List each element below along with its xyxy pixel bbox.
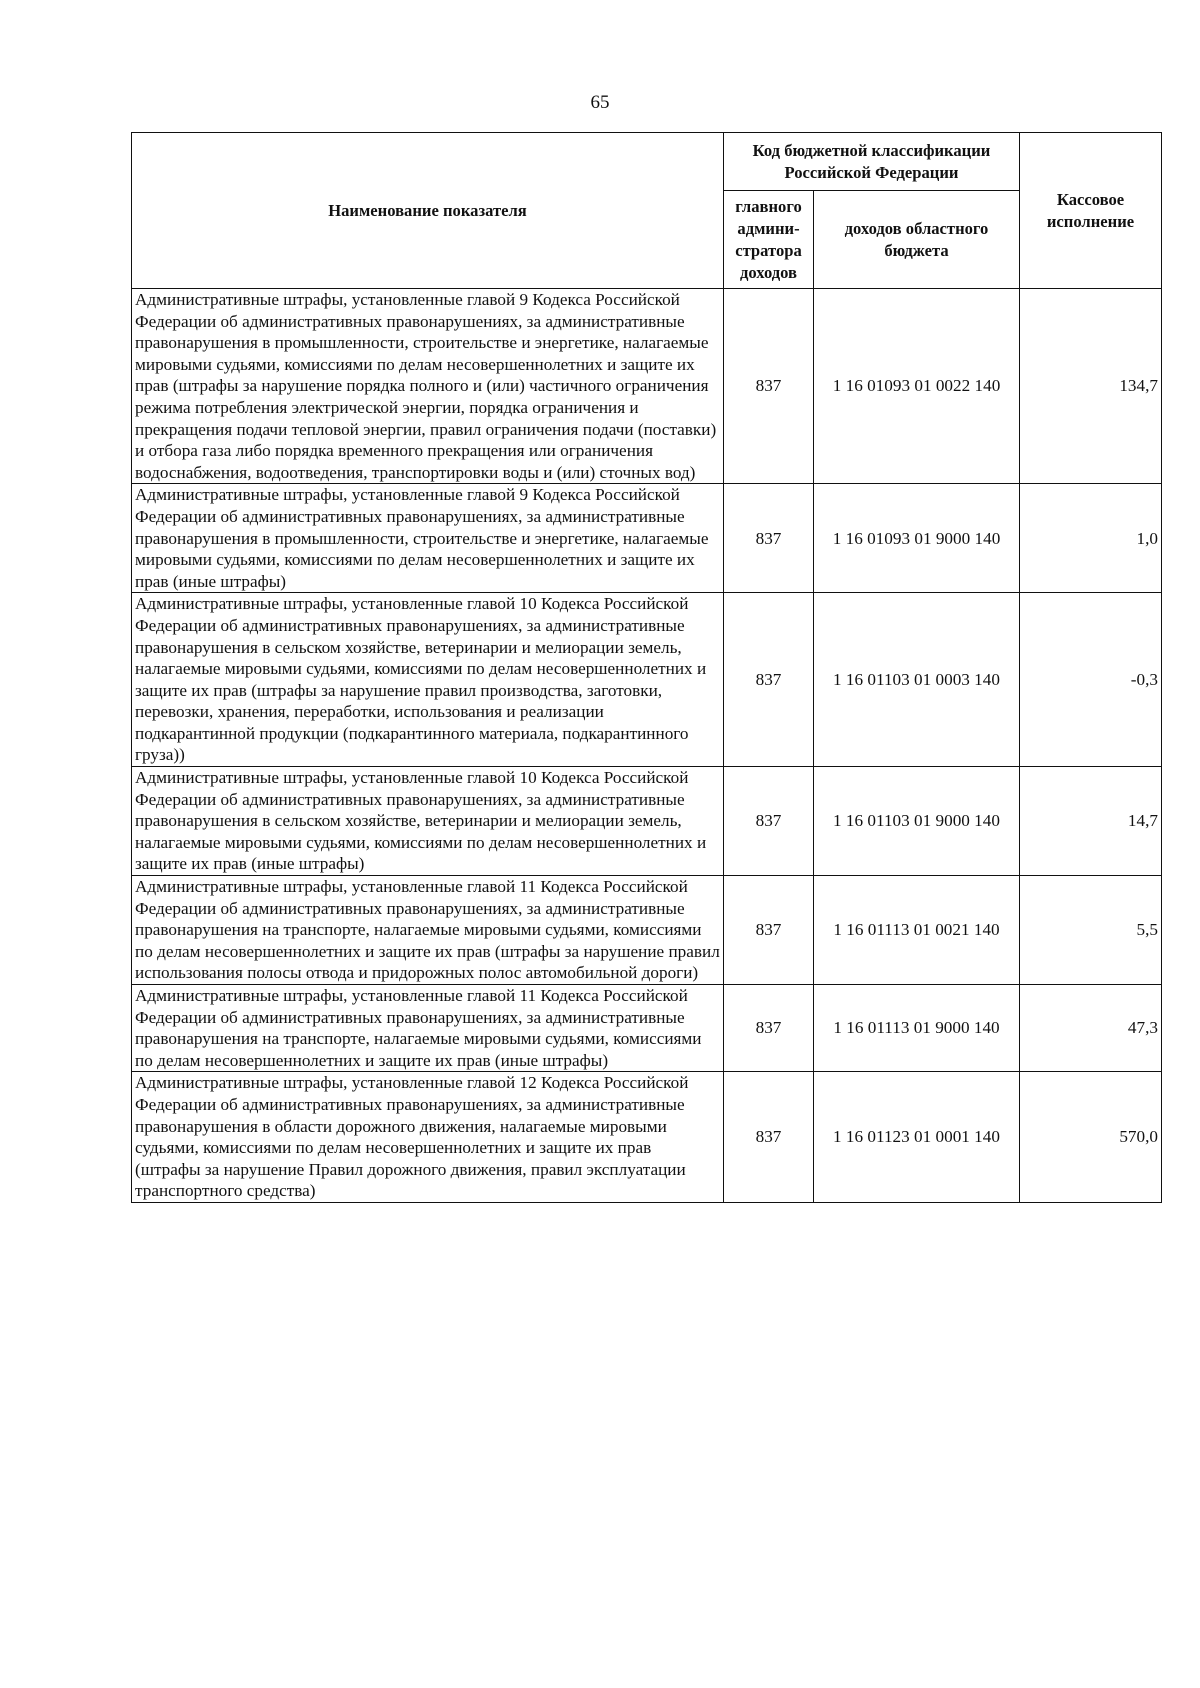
row-budget-code: 1 16 01093 01 0022 140 [814, 289, 1020, 484]
row-amount: 134,7 [1020, 289, 1162, 484]
row-amount: 570,0 [1020, 1072, 1162, 1203]
header-code-group: Код бюджетной классификации Российской Федерации [724, 133, 1020, 191]
row-name: Административные штрафы, установленные главой 10 Кодекса Российской Федерации об административных правонарушениях, за административные правонарушения в сельском хозяйстве, ветеринарии и мелиорации земель, налагаемые мировыми судьями, комиссиями по делам несовершеннолетних и защите их прав (иные штрафы) [132, 767, 724, 876]
row-name: Административные штрафы, установленные главой 11 Кодекса Российской Федерации об административных правонарушениях, за административные правонарушения на транспорте, налагаемые мировыми судьями, комиссиями по делам несовершеннолетних и защите их прав (иные штрафы) [132, 985, 724, 1072]
table-row [132, 985, 1162, 1072]
row-name: Административные штрафы, установленные главой 10 Кодекса Российской Федерации об административных правонарушениях, за административные правонарушения в сельском хозяйстве, ветеринарии и мелиорации земель, налагаемые мировыми судьями, комиссиями по делам несовершеннолетних и защите их прав (штрафы за нарушение правил производства, заготовки, перевозки, хранения, переработки, использования и реализации подкарантинной продукции (подкарантинного материала, подкарантинного груза)) [132, 593, 724, 767]
row-budget-code: 1 16 01123 01 0001 140 [814, 1072, 1020, 1203]
row-amount: 5,5 [1020, 876, 1162, 985]
header-amount: Кассовое исполнение [1020, 133, 1162, 289]
row-admin-code: 837 [724, 484, 814, 593]
row-admin-code: 837 [724, 767, 814, 876]
table-row [132, 289, 1162, 484]
row-admin-code: 837 [724, 289, 814, 484]
row-budget-code: 1 16 01103 01 9000 140 [814, 767, 1020, 876]
header-name: Наименование показателя [132, 133, 724, 289]
row-name: Административные штрафы, установленные главой 9 Кодекса Российской Федерации об административных правонарушениях, за административные правонарушения в промышленности, строительстве и энергетике, налагаемые мировыми судьями, комиссиями по делам несовершеннолетних и защите их прав (иные штрафы) [132, 484, 724, 593]
row-admin-code: 837 [724, 876, 814, 985]
row-amount: -0,3 [1020, 593, 1162, 767]
table-row [132, 1072, 1162, 1203]
row-amount: 1,0 [1020, 484, 1162, 593]
table-body [132, 289, 1162, 1203]
page-number: 65 [590, 92, 610, 113]
table-row [132, 593, 1162, 767]
row-name: Административные штрафы, установленные главой 9 Кодекса Российской Федерации об административных правонарушениях, за административные правонарушения в промышленности, строительстве и энергетике, налагаемые мировыми судьями, комиссиями по делам несовершеннолетних и защите их прав (штрафы за нарушение порядка полного и (или) частичного ограничения режима потребления электрической энергии, порядка ограничения и прекращения подачи тепловой энергии, правил ограничения подачи (поставки) и отбора газа либо порядка временного прекращения или ограничения водоснабжения, водоотведения, транспортировки воды и (или) сточных вод) [132, 289, 724, 484]
header-admin: главного админи-стратора доходов [724, 191, 814, 289]
row-budget-code: 1 16 01113 01 0021 140 [814, 876, 1020, 985]
table-row [132, 484, 1162, 593]
row-admin-code: 837 [724, 1072, 814, 1203]
row-budget-code: 1 16 01113 01 9000 140 [814, 985, 1020, 1072]
row-budget-code: 1 16 01103 01 0003 140 [814, 593, 1020, 767]
row-admin-code: 837 [724, 593, 814, 767]
row-admin-code: 837 [724, 985, 814, 1072]
row-name: Административные штрафы, установленные главой 12 Кодекса Российской Федерации об административных правонарушениях, за административные правонарушения в области дорожного движения, налагаемые мировыми судьями, комиссиями по делам несовершеннолетних и защите их прав (штрафы за нарушение Правил дорожного движения, правил эксплуатации транспортного средства) [132, 1072, 724, 1203]
row-amount: 14,7 [1020, 767, 1162, 876]
table-row [132, 767, 1162, 876]
header-code: доходов областного бюджета [814, 191, 1020, 289]
revenue-table [131, 132, 1162, 1203]
table-row [132, 876, 1162, 985]
row-amount: 47,3 [1020, 985, 1162, 1072]
row-budget-code: 1 16 01093 01 9000 140 [814, 484, 1020, 593]
row-name: Административные штрафы, установленные главой 11 Кодекса Российской Федерации об административных правонарушениях, за административные правонарушения на транспорте, налагаемые мировыми судьями, комиссиями по делам несовершеннолетних и защите их прав (штрафы за нарушение правил использования полосы отвода и придорожных полос автомобильной дороги) [132, 876, 724, 985]
